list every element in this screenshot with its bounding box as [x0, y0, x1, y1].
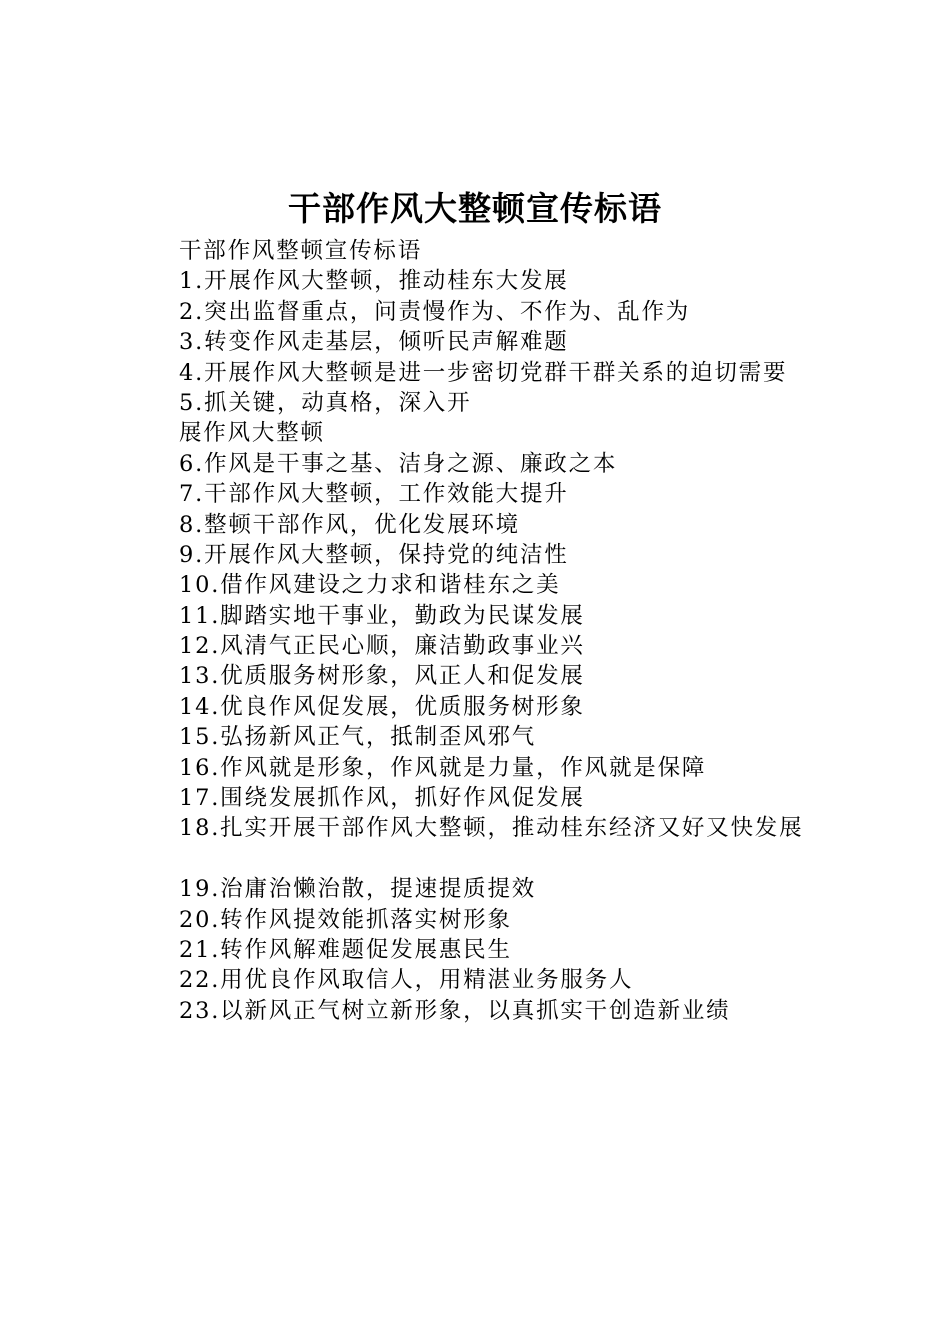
- slogan-line: 20.转作风提效能抓落实树形象: [179, 906, 512, 933]
- slogan-line: 9.开展作风大整顿，保持党的纯洁性: [179, 541, 569, 568]
- slogan-line: 18.扎实开展干部作风大整顿，推动桂东经济又好又快发展: [179, 815, 804, 842]
- slogan-line: 11.脚踏实地干事业，勤政为民谋发展: [179, 602, 585, 629]
- slogan-line: 13.优质服务树形象，风正人和促发展: [179, 663, 585, 690]
- document-body: [179, 236, 879, 1026]
- slogan-line: 3.转变作风走基层，倾听民声解难题: [179, 329, 569, 356]
- slogan-line: 12.风清气正民心顺，廉洁勤政事业兴: [179, 633, 585, 660]
- slogan-line: 14.优良作风促发展，优质服务树形象: [179, 693, 585, 720]
- slogan-line: 17.围绕发展抓作风，抓好作风促发展: [179, 785, 585, 812]
- slogan-line: 6.作风是干事之基、洁身之源、廉政之本: [179, 450, 618, 477]
- slogan-line: 8.整顿干部作风，优化发展环境: [179, 511, 520, 538]
- slogan-line: 2.突出监督重点，问责慢作为、不作为、乱作为: [179, 298, 691, 325]
- slogan-line: 10.借作风建设之力求和谐桂东之美: [179, 572, 561, 599]
- body-heading: 干部作风整顿宣传标语: [179, 238, 423, 264]
- slogan-line: 1.开展作风大整顿，推动桂东大发展: [179, 268, 569, 295]
- slogan-line: 15.弘扬新风正气，抵制歪风邪气: [179, 724, 537, 751]
- slogan-line: 5.抓关键，动真格，深入开: [179, 389, 472, 416]
- slogan-line-continuation: 展作风大整顿: [179, 420, 325, 447]
- slogan-line: 21.转作风解难题促发展惠民生: [179, 936, 512, 963]
- slogan-line: 7.干部作风大整顿，工作效能大提升: [179, 481, 569, 508]
- slogan-line: 4.开展作风大整顿是进一步密切党群干群关系的迫切需要: [179, 359, 788, 386]
- blank-line: [179, 844, 879, 874]
- slogan-line: 22.用优良作风取信人，用精湛业务服务人: [179, 967, 634, 994]
- slogan-line: 19.治庸治懒治散，提速提质提效: [179, 876, 537, 903]
- slogan-line: 16.作风就是形象，作风就是力量，作风就是保障: [179, 754, 707, 781]
- document-title: 干部作风大整顿宣传标语: [288, 189, 662, 228]
- slogan-line: 23.以新风正气树立新形象，以真抓实干创造新业绩: [179, 997, 731, 1024]
